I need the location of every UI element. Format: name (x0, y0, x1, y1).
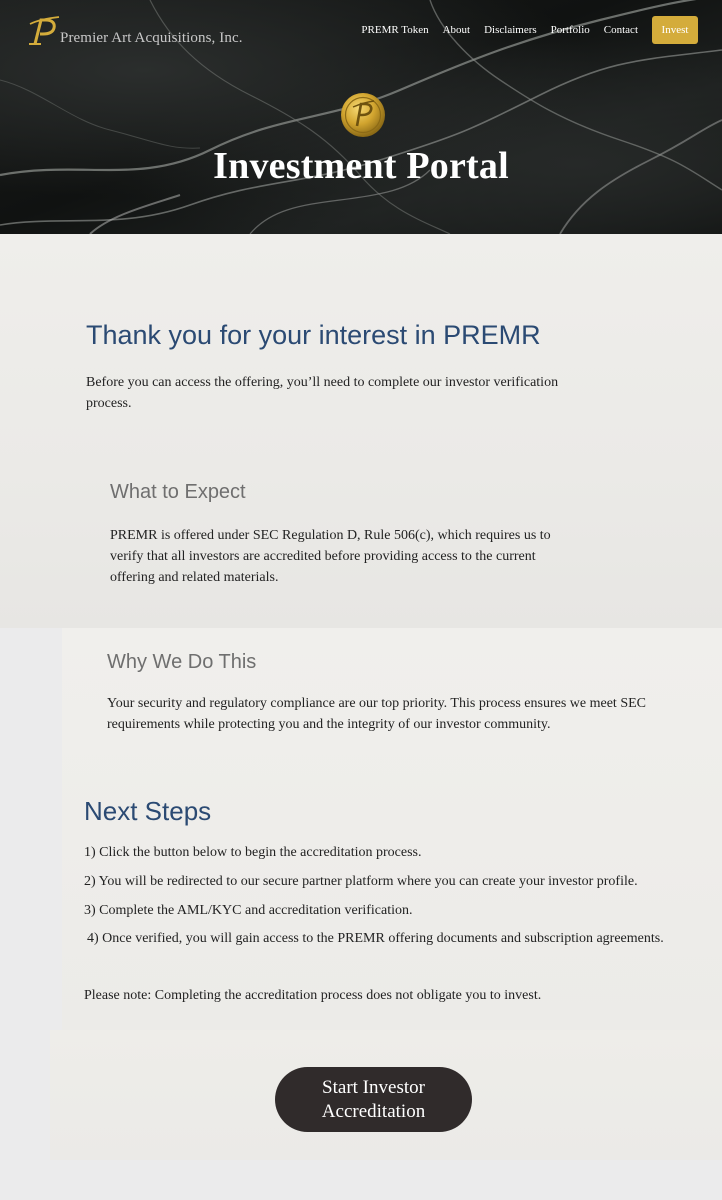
content-background-lower (62, 628, 722, 1030)
page-title: Investment Portal (213, 145, 509, 187)
nav-premr-token[interactable]: PREMR Token (361, 24, 429, 36)
step-item: 2) You will be redirected to our secure partner platform where you can create your investor profile. (84, 874, 638, 889)
gold-p-monogram-icon (26, 14, 60, 48)
step-item: 1) Click the button below to begin the accreditation process. (84, 845, 422, 860)
cta-line-2: Accreditation (321, 1100, 426, 1122)
why-text: Your security and regulatory compliance are our top priority. This process ensures we meet SEC requirements while protecting you and the integrity of our investor community. (107, 696, 646, 732)
step-item: 4) Once verified, you will gain access to the PREMR offering documents and subscription agreements. (87, 931, 664, 946)
why-heading: Why We Do This (107, 651, 257, 673)
nav-disclaimers[interactable]: Disclaimers (484, 24, 537, 36)
brand-name: Premier Art Acquisitions, Inc. (60, 29, 243, 46)
hero-banner (0, 0, 722, 234)
obligation-note: Please note: Completing the accreditation process does not obligate you to invest. (84, 988, 542, 1003)
nav-contact[interactable]: Contact (603, 24, 638, 36)
cta-line-1: Start Investor (322, 1076, 425, 1098)
next-steps-heading: Next Steps (84, 796, 212, 826)
cta-label (322, 1076, 425, 1124)
main-nav (347, 16, 698, 44)
step-item: 3) Complete the AML/KYC and accreditation verification. (84, 903, 413, 918)
gold-p-coin-icon (340, 92, 386, 138)
intro-text: Before you can access the offering, you’ll need to complete our investor verification process. (86, 375, 559, 411)
expect-heading: What to Expect (110, 481, 246, 503)
brand[interactable] (26, 14, 243, 48)
nav-portfolio[interactable]: Portfolio (550, 24, 590, 36)
invest-button[interactable]: Invest (652, 16, 698, 44)
nav-about[interactable]: About (442, 24, 471, 36)
start-accreditation-button[interactable] (275, 1067, 472, 1132)
expect-text: PREMR is offered under SEC Regulation D, Rule 506(c), which requires us to verify that all investors are accredited before providing access to the current offering and related materials. (110, 528, 551, 585)
intro-heading: Thank you for your interest in PREMR (86, 320, 541, 350)
